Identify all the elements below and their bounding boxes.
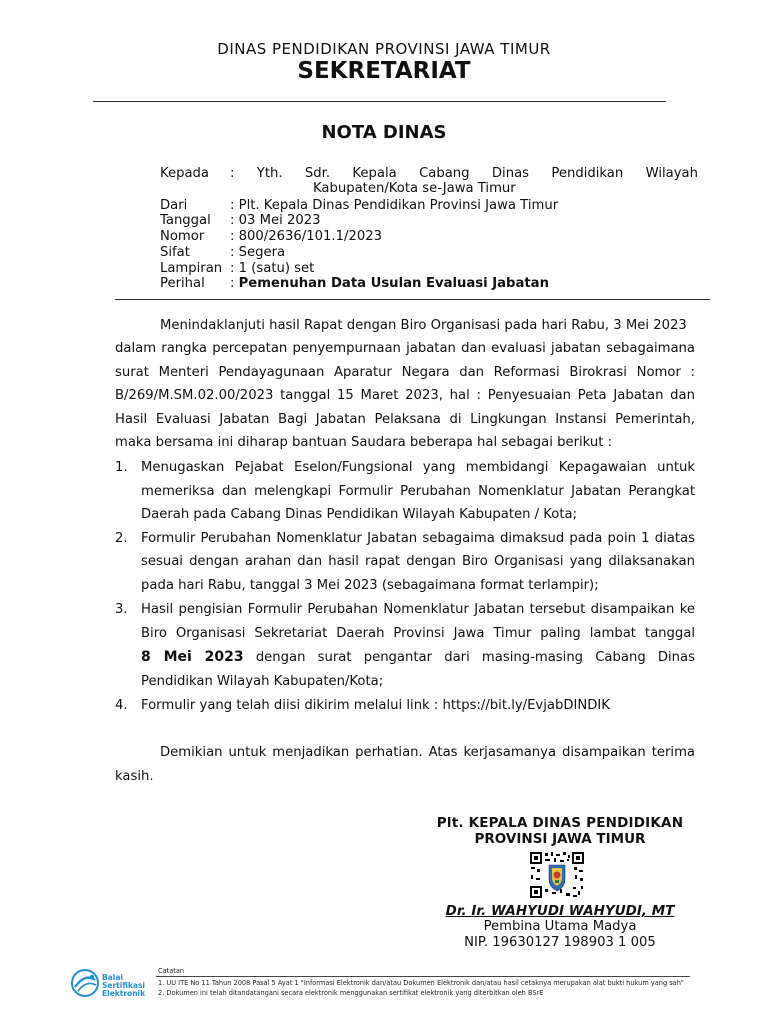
closing-line: Demikian untuk menjadikan perhatian. Atas kerjasamanya disampaikan terima <box>160 745 695 760</box>
agency-name: DINAS PENDIDIKAN PROVINSI JAWA TIMUR <box>217 40 551 58</box>
list-number: 2. <box>115 531 128 546</box>
intro-line: Menindaklanjuti hasil Rapat dengan Biro Organisasi pada hari Rabu, 3 Mei 2023 <box>160 318 687 333</box>
list-number: 3. <box>115 602 128 617</box>
footer-note-2: 2. Dokumen ini telah ditandatangani secara elektronik menggunakan sertifikat elektronik yang diterbitkan oleh BSrE <box>158 989 544 997</box>
signer-title-line2: PROVINSI JAWA TIMUR <box>474 831 646 847</box>
perihal-subject: Pemenuhan Data Usulan Evaluasi Jabatan <box>238 276 549 291</box>
signer-title-line1: Plt. KEPALA DINAS PENDIDIKAN <box>436 815 684 831</box>
field-value-dari: : Plt. Kepala Dinas Pendidikan Provinsi Jawa Timur <box>230 198 559 213</box>
field-value-perihal <box>230 276 698 292</box>
signer-nip: NIP. 19630127 198903 1 005 <box>464 935 656 950</box>
bsre-logo-line: Sertifikasi <box>102 981 145 990</box>
signer-rank: Pembina Utama Madya <box>483 919 637 934</box>
list-item-line-rest: dengan surat pengantar dari masing-masing Cabang Dinas <box>255 650 695 665</box>
field-value-lampiran: : 1 (satu) set <box>230 261 315 276</box>
field-value-kepada: : Yth. Sdr. Kepala Cabang Dinas Pendidikan Wilayah <box>230 166 698 181</box>
intro-line: dalam rangka percepatan penyempurnaan jabatan dan evaluasi jabatan sebagaimana <box>115 341 695 356</box>
intro-line: B/269/M.SM.02.00/2023 tanggal 15 Maret 2023, hal : Penyesuaian Peta Jabatan dan <box>115 388 695 403</box>
list-number: 1. <box>115 460 128 475</box>
list-item-line: Biro Organisasi Sekretariat Daerah Provinsi Jawa Timur paling lambat tanggal <box>141 626 695 641</box>
field-label-nomor: Nomor <box>160 229 205 244</box>
perihal-colon: : <box>230 276 239 291</box>
list-item-line: Formulir Perubahan Nomenklatur Jabatan sebagaima dimaksud pada poin 1 diatas <box>141 531 695 546</box>
list-item-line: Menugaskan Pejabat Eselon/Fungsional yang membidangi Kepagawaian untuk <box>141 460 695 475</box>
field-value-tanggal: : 03 Mei 2023 <box>230 213 321 228</box>
list-number: 4. <box>115 698 128 713</box>
bsre-logo-icon <box>70 968 100 998</box>
field-label-kepada: Kepada <box>160 166 210 181</box>
qr-code-signature <box>529 851 585 899</box>
field-label-dari: Dari <box>160 198 188 213</box>
bsre-logo-line: Balai <box>102 973 123 982</box>
list-item-line: Daerah pada Cabang Dinas Pendidikan Wilayah Kabupaten / Kota; <box>141 507 578 522</box>
field-value-sifat: : Segera <box>230 245 286 260</box>
list-item-line: Formulir yang telah diisi dikirim melalui link : https://bit.ly/EvjabDINDIK <box>141 698 610 713</box>
field-label-lampiran: Lampiran <box>160 261 223 276</box>
field-label-perihal: Perihal <box>160 276 205 291</box>
field-value-kepada-line2: Kabupaten/Kota se-Jawa Timur <box>313 181 516 196</box>
footer-divider <box>156 976 690 977</box>
list-item-line: memeriksa dan melengkapi Formulir Perubahan Nomenklatur Jabatan Perangkat <box>141 484 695 499</box>
list-item-line: sesuai dengan arahan dan hasil rapat dengan Biro Organisasi yang dilaksanakan <box>141 554 695 569</box>
intro-line: surat Menteri Pendayagunaan Aparatur Negara dan Reformasi Birokrasi Nomor : <box>115 365 695 380</box>
intro-line: maka bersama ini diharap bantuan Saudara beberapa hal sebagai berikut : <box>115 435 613 450</box>
signer-name: Dr. Ir. WAHYUDI WAHYUDI, MT <box>445 903 675 919</box>
field-value-nomor: : 800/2636/101.1/2023 <box>230 229 383 244</box>
deadline-date: 8 Mei 2023 <box>141 649 244 665</box>
closing-line: kasih. <box>115 769 154 784</box>
footer-note-1: 1. UU ITE No 11 Tahun 2008 Pasal 5 Ayat 1 "Informasi Elektronik dan/atau Dokumen Elektronik dan/atau hasil cetaknya merupakan alat bukti hukum yang sah" <box>158 979 684 987</box>
header-divider <box>93 101 666 102</box>
fields-divider <box>115 299 710 300</box>
list-item-line: Hasil pengisian Formulir Perubahan Nomenklatur Jabatan tersebut disampaikan ke <box>141 602 695 617</box>
office-name: SEKRETARIAT <box>297 58 471 84</box>
bsre-logo-line: Elektronik <box>102 989 146 998</box>
list-item-line: pada hari Rabu, tanggal 3 Mei 2023 (sebagaimana format terlampir); <box>141 578 599 593</box>
list-item-line <box>141 646 695 670</box>
intro-line: Hasil Evaluasi Jabatan Bagi Jabatan Pelaksana di Lingkungan Instansi Pemerintah, <box>115 412 695 427</box>
field-label-sifat: Sifat <box>160 245 190 260</box>
footer-catatan-label: Catatan <box>158 967 185 975</box>
field-label-tanggal: Tanggal <box>160 213 211 228</box>
bsre-logo-text <box>102 974 145 998</box>
list-item-line: Pendidikan Wilayah Kabupaten/Kota; <box>141 674 384 689</box>
document-title: NOTA DINAS <box>321 122 447 143</box>
